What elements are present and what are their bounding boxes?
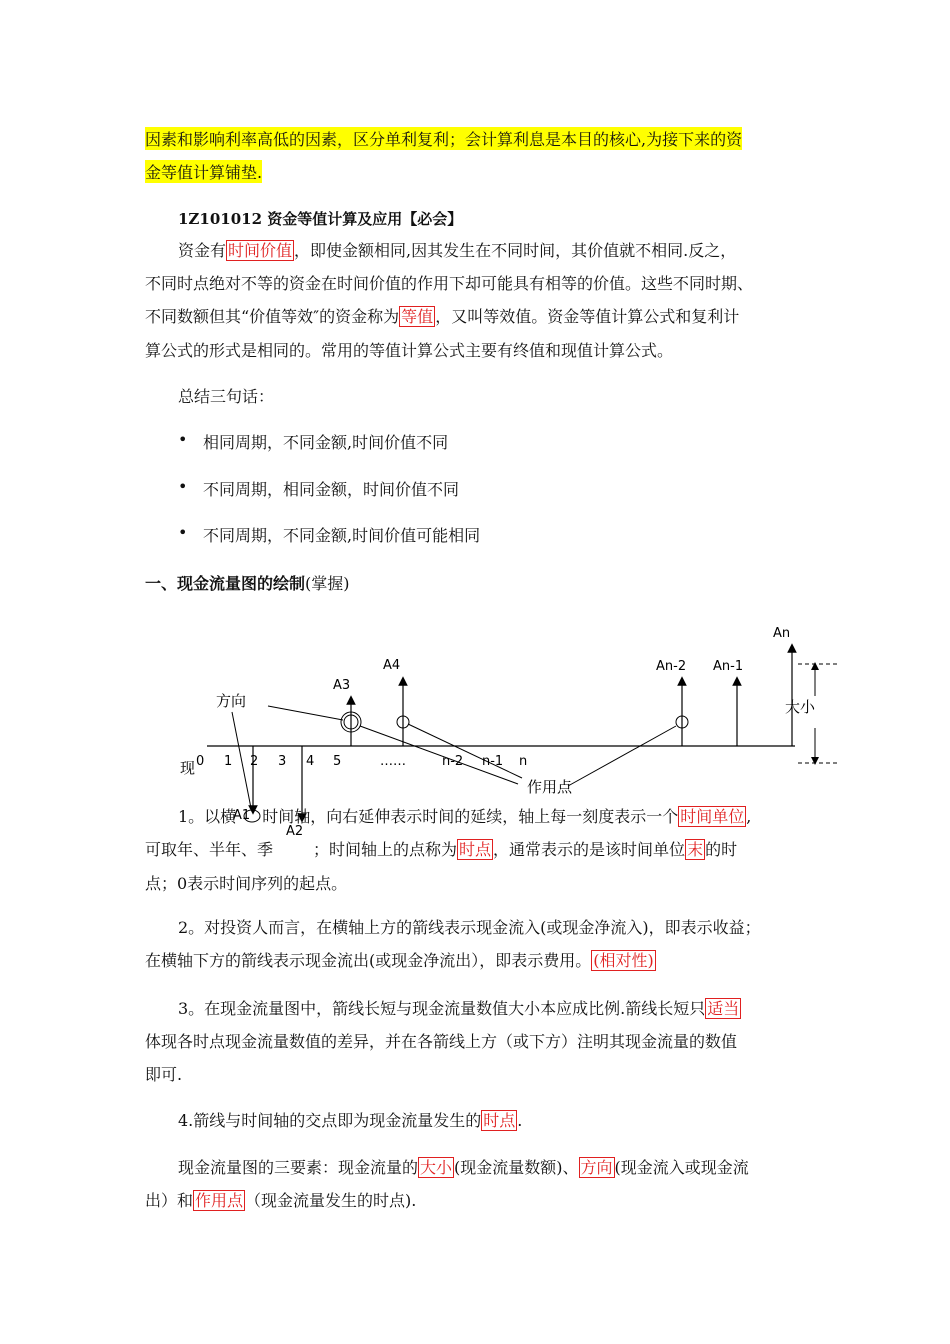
label-a3: A3 bbox=[333, 678, 351, 693]
label-an1: An-1 bbox=[713, 659, 744, 674]
heading-cash-flow-diagram: 一、现金流量图的绘制(掌握) bbox=[145, 574, 350, 593]
intro-line-1: 因素和影响利率高低的因素，区分单利复利；会计算利息是本目的核心,为接下来的资 bbox=[145, 127, 742, 150]
p2-line-2: 在横轴下方的箭线表示现金流出(或现金净流出），即表示费用。 (相对性) bbox=[145, 951, 654, 970]
p3-line-3: 即可. bbox=[145, 1065, 183, 1084]
term-relativity: (相对性) bbox=[593, 951, 654, 970]
label-an: An bbox=[773, 626, 791, 641]
label-action-point: 作用点 bbox=[527, 778, 573, 796]
bullet-item-3: 不同周期，不同金额,时间价值可能相同 bbox=[203, 526, 481, 545]
label-an2: An-2 bbox=[656, 659, 687, 674]
label-direction: 方向 bbox=[216, 692, 247, 710]
summary-title: 总结三句话： bbox=[178, 387, 275, 406]
term-size: 大小 bbox=[420, 1158, 453, 1177]
tick-label: 0 bbox=[196, 754, 205, 769]
p4-line-1: 4.箭线与时间轴的交点即为现金流量发生的 时点 . bbox=[178, 1111, 523, 1130]
section-title: 1Z101012 资金等值计算及应用【必会】 bbox=[178, 210, 463, 228]
term-equivalence: 等值 bbox=[401, 307, 434, 326]
para1-line-1: 资金有 时间价值 ，即使金额相同,因其发生在不同时间，其价值就不相同.反之， bbox=[178, 241, 737, 260]
bullet-dot: • bbox=[178, 523, 188, 542]
p1-line-2: 可取年、半年、季 ；时间轴上的点称为 时点 ，通常表示的是该时间单位 末 的时 bbox=[145, 840, 738, 859]
para1-line-4: 算公式的形式是相同的。常用的等值计算公式主要有终值和现值计算公式。 bbox=[145, 341, 674, 360]
label-a4: A4 bbox=[383, 658, 401, 673]
term-time-point: 时点 bbox=[459, 840, 492, 859]
bullet-item-2: 不同周期，相同金额，时间价值不同 bbox=[203, 480, 460, 499]
term-time-point: 时点 bbox=[483, 1111, 516, 1130]
bullet-item-1: 相同周期，不同金额,时间价值不同 bbox=[203, 433, 449, 452]
p5-line-1: 现金流量图的三要素：现金流量的 大小 (现金流量数额)、 方向 (现金流入或现金流 bbox=[178, 1158, 749, 1177]
term-time-value: 时间价值 bbox=[228, 241, 293, 260]
tick-label: 1 bbox=[224, 754, 233, 769]
term-end: 末 bbox=[687, 840, 704, 859]
label-a2: A2 bbox=[286, 824, 304, 839]
tick-label: …… bbox=[380, 754, 406, 769]
para1-line-3: 不同数额但其“价值等效″的资金称为 等值 ，又叫等效值。资金等值计算公式和复利计 bbox=[145, 307, 740, 326]
label-now: 现 bbox=[180, 759, 196, 777]
tick-label: 3 bbox=[278, 754, 287, 769]
p3-line-2: 体现各时点现金流量数值的差异，并在各箭线上方（或下方）注明其现金流量的数值 bbox=[145, 1032, 738, 1051]
tick-label: n-1 bbox=[482, 754, 504, 769]
p1-line-3: 点；0表示时间序列的起点。 bbox=[145, 874, 348, 893]
intro-line-2: 金等值计算铺垫. bbox=[145, 160, 262, 183]
bullet-dot: • bbox=[178, 477, 188, 496]
tick-label: 2 bbox=[250, 754, 259, 769]
p3-line-1: 3。在现金流量图中，箭线长短与现金流量数值大小本应成比例.箭线长短只 适当 bbox=[178, 999, 740, 1018]
label-size: 大小 bbox=[785, 698, 816, 716]
p1-line-1: 1。以横 时间轴，向右延伸表示时间的延续，轴上每一刻度表示一个 时间单位 , bbox=[178, 807, 752, 826]
label-a1: A1 bbox=[233, 808, 251, 823]
tick-label: n bbox=[519, 754, 528, 769]
para1-line-2: 不同时点绝对不等的资金在时间价值的作用下却可能具有相等的价值。这些不同时期、 bbox=[145, 274, 754, 293]
tick-label: 5 bbox=[333, 754, 342, 769]
tick-label: n-2 bbox=[442, 754, 464, 769]
term-action-point: 作用点 bbox=[195, 1191, 244, 1210]
term-time-unit: 时间单位 bbox=[680, 807, 745, 826]
p2-line-1: 2。对投资人而言，在横轴上方的箭线表示现金流入(或现金净流入)，即表示收益； bbox=[178, 918, 761, 937]
term-direction: 方向 bbox=[580, 1158, 613, 1177]
tick-label: 4 bbox=[306, 754, 315, 769]
bullet-dot: • bbox=[178, 430, 188, 449]
p5-line-2: 出）和 作用点 （现金流量发生的时点). bbox=[145, 1191, 417, 1210]
term-appropriate: 适当 bbox=[707, 999, 740, 1018]
